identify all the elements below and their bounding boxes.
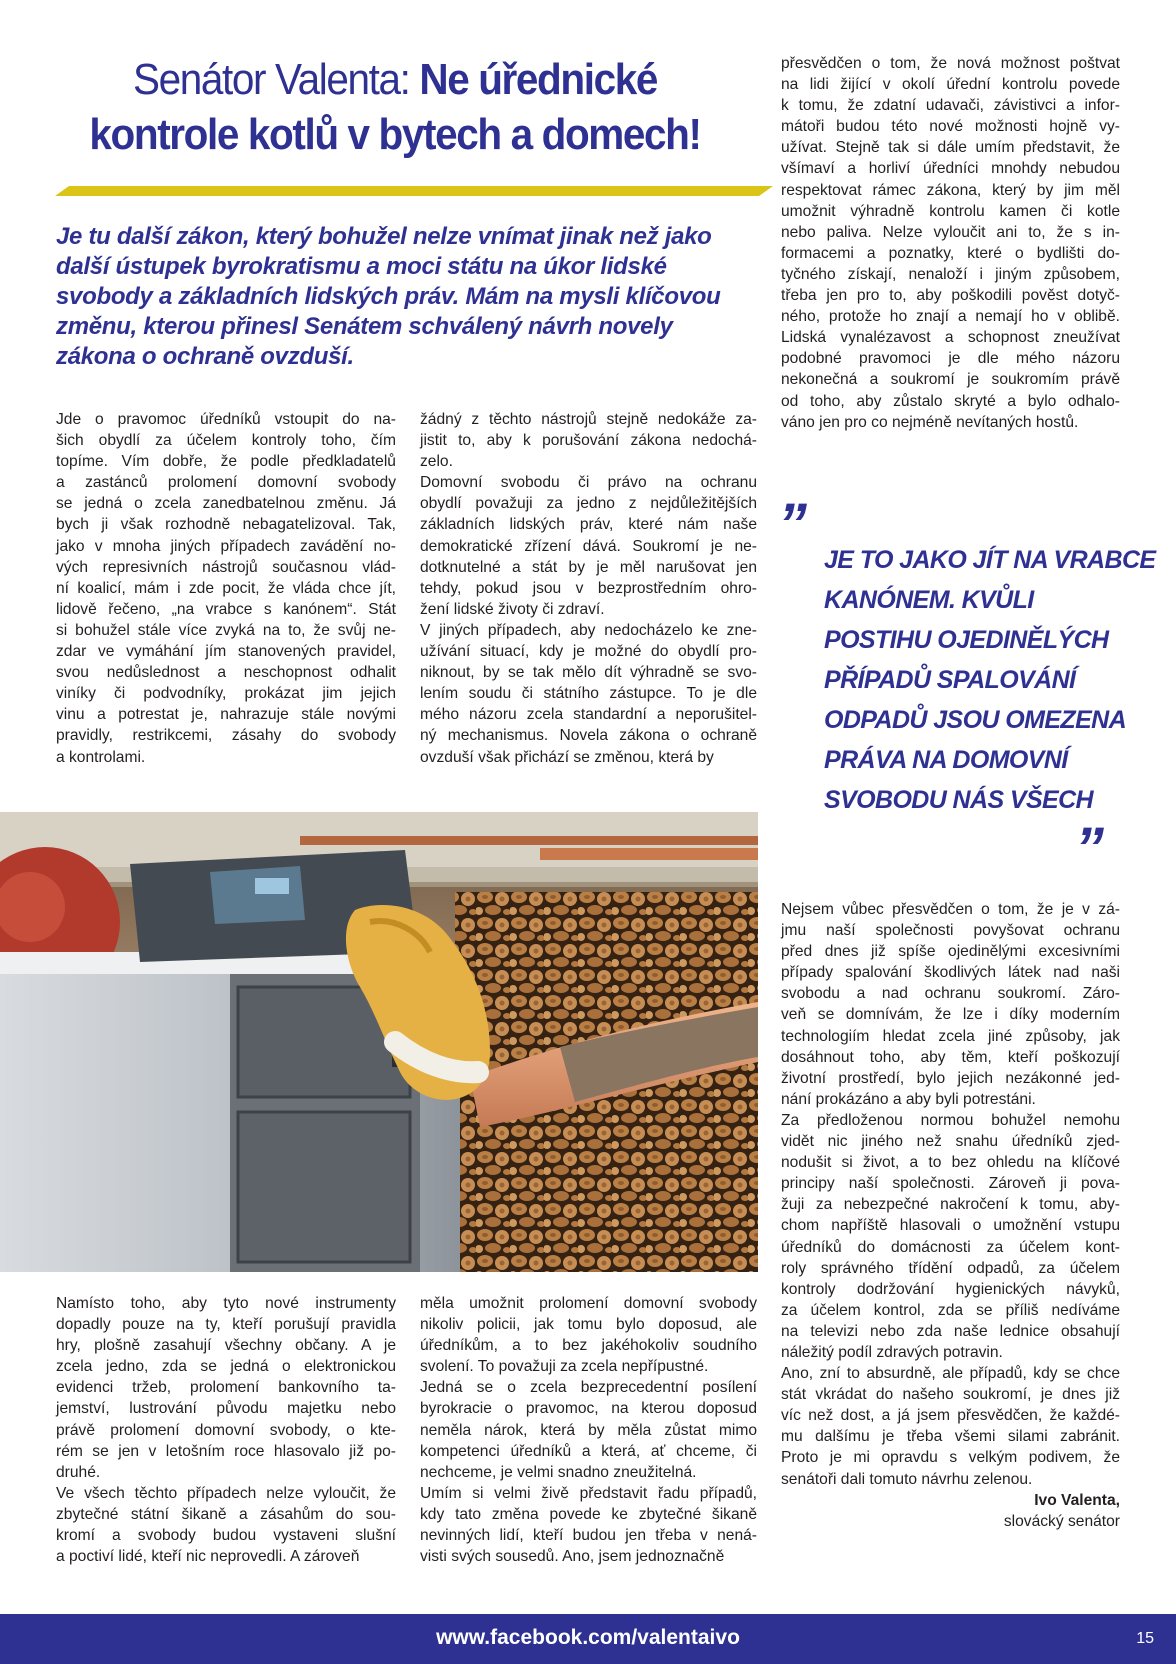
text-line: Jde o pravomoc úředníků vstoupit do na- [56, 411, 396, 428]
column-1-top [56, 409, 396, 768]
boiler-photo [0, 812, 758, 1272]
text-line: přesvědčen o tom, že nová možnost poštvat [781, 55, 1120, 72]
text-line: ného, protože ho znají a nemají ho v oblibě. [781, 308, 1120, 326]
text-line: principy naší společnosti. Zároveň ji pova- [781, 1175, 1120, 1193]
text-line: žuji za nebezpečné nakročení k tomu, aby- [781, 1196, 1120, 1214]
text-line: žení lidské životy či zdraví. [420, 600, 605, 618]
lead-paragraph: Je tu další zákon, který bohužel nelze vnímat jinak než jako další ústupek byrokratismu a moci státu na úkor lidské svobody a základních lidských práv. Mám na mysli klíčovou změnu, kterou přinesl Senátem schválený návrh novely zákona o ochraně ovzduší. [56, 223, 721, 370]
text-line: viníky či podvodníky, prokázat jim jejich [56, 685, 396, 703]
pull-quote-line: SVOBODU NÁS VŠECH [824, 786, 1094, 814]
signature-role: slovácký senátor [1003, 1512, 1120, 1530]
text-line: jistit to, aby k porušování zákona nedochá- [420, 432, 757, 450]
text-line: šich obydlí za účelem kontroly toho, čím [56, 432, 396, 450]
text-line: svou nedůslednost a neschopnost odhalit [56, 664, 396, 682]
text-line: hry, plošně zasahují všechny občany. A je [56, 1337, 396, 1355]
text-line: senátoři dali tomuto návrhu zelenou. [781, 1470, 1033, 1488]
text-line: základních lidských práv, které nám naše [420, 516, 757, 534]
text-line: zbytečné státní šikaně a zásahům do sou- [56, 1505, 396, 1523]
text-line: nevinných lidí, kteří budou jen třeba v nená- [420, 1527, 757, 1545]
text-line: Lidská vynalézavost a schopnost zneužívat [781, 329, 1120, 347]
text-line: Proto je mi opravdu s velkým podivem, že [781, 1449, 1120, 1467]
text-line: Ve všech těchto případech nelze vyloučit, že [56, 1484, 396, 1502]
text-line: na televizi nebo zda naše lednice obsahují [781, 1322, 1120, 1340]
text-line: technologiím hledat zcela jiné způsoby, jak [781, 1027, 1120, 1045]
text-line: za účelem kontrol, zda se příliš nedíváme [781, 1301, 1120, 1319]
pull-quote-line: PRÁVA NA DOMOVNÍ [824, 746, 1068, 774]
text-line: rém se jen v letošním roce hlasovalo již po- [56, 1442, 396, 1460]
column-1-bottom [56, 1293, 396, 1567]
text-line: V jiných případech, aby nedocházelo ke zne- [420, 621, 757, 639]
pull-quote-line: PŘÍPADŮ SPALOVÁNÍ [824, 666, 1076, 694]
text-line: Jedná se o zcela bezprecedentní posílení [420, 1379, 757, 1397]
text-line: a poctiví lidé, kteří nic neprovedli. A zároveň [56, 1548, 360, 1566]
text-line: chom napříště hlasovali o umožnění vstupu [781, 1217, 1120, 1235]
text-line: mátoři budou této nové možnosti hojně vy- [781, 118, 1120, 136]
pull-quote-line: POSTIHU OJEDINĚLÝCH [824, 626, 1109, 654]
text-line: si bohužel stále více zvyká na to, že svůj ne- [56, 621, 396, 639]
text-line: byrokracie o pravomoc, na kterou doposud [420, 1400, 757, 1418]
text-line: úředníků do domácnosti za účelem kont- [781, 1238, 1120, 1256]
text-line: kdy tato změna povede ke zbytečné šikaně [420, 1505, 757, 1523]
text-line: mu dalšímu je třeba všemi silami zabránit. [781, 1428, 1120, 1446]
text-line: umožnit výhradně kontrolu kamen či kotle [781, 202, 1120, 220]
text-line: nechceme, je velmi snadno zneužitelná. [420, 1463, 697, 1481]
text-line: kontroly dodržování hygienických návyků, [781, 1280, 1120, 1298]
column-2-top [420, 409, 757, 768]
text-line: demokratické zřízení dává. Soukromí je ne- [420, 537, 757, 555]
text-line: Umím si velmi živě představit řadu případů, [420, 1484, 757, 1502]
text-line: dopadly pouze na ty, kteří porušují pravidla [56, 1316, 396, 1334]
text-line: životní prostředí, bylo jejich nezákonné jed- [781, 1069, 1120, 1087]
text-line: formacemi a poznatky, které o bydlišti do- [781, 244, 1120, 262]
boiler-illustration [0, 812, 758, 1272]
text-line: měla umožnit prolomení domovní svobody [420, 1295, 757, 1312]
text-line: dosáhnout toho, aby těm, kteří poškozují [781, 1048, 1120, 1066]
quote-close-mark: ” [1075, 816, 1104, 881]
text-line: případy spalování škodlivých látek nad naši [781, 964, 1120, 982]
text-line: vých represivních nástrojů současnou vlád- [56, 558, 396, 576]
text-line: jemství, lustrování původu majetku nebo [56, 1400, 396, 1418]
text-line: evidenci tržeb, prolomení bankovního ta- [56, 1379, 396, 1397]
text-line: lením soudu či státního zástupce. To je dle [420, 685, 757, 703]
pull-quote-line: KANÓNEM. KVŮLI [824, 586, 1034, 614]
quote-open-mark: ” [778, 492, 807, 557]
text-line: na lidi žijící v okolí úřední kontrolu povede [781, 76, 1120, 94]
text-line: veň se domnívám, že lze i díky moderním [781, 1006, 1120, 1024]
text-line: zdar ve vymáhání jím stanovených pravidel, [56, 643, 396, 661]
text-line: Za předloženou normou bohužel nemohu [781, 1111, 1120, 1129]
text-line: svolení. To považuji za zcela nepřípustné. [420, 1358, 709, 1376]
text-line: kromí a svobody budou vystaveni slušní [56, 1527, 396, 1545]
text-line: Nejsem vůbec přesvědčen o tom, že je v zá- [781, 901, 1120, 918]
pull-quote-line: JE TO JAKO JÍT NA VRABCE [824, 546, 1156, 574]
text-line: zelo. [420, 453, 453, 471]
text-line: dotknutelné a stát by je měl narušovat jen [420, 558, 757, 576]
article-title [82, 52, 708, 162]
text-line: ovzduší však přichází se změnou, která by [420, 748, 714, 766]
text-line: roly správného třídění odpadů, za účelem [781, 1259, 1120, 1277]
text-line: respektovat rámec zákona, který by jim měl [781, 181, 1120, 199]
text-line: k tomu, že zdatní udavači, závistivci a infor- [781, 97, 1120, 115]
text-line: vinu a potrestat je, nahrazuje stále novými [56, 706, 396, 724]
title-prefix: Senátor Valenta: [132, 55, 420, 104]
text-line: topíme. Vím dobře, že podle předkladatelů [56, 453, 396, 471]
text-line: kompetenci úředníků a která, ať chceme, či [420, 1442, 757, 1460]
text-line: niknout, by se tak mělo dít výhradně se svo- [420, 664, 757, 682]
text-line: jako v mnoha jiných případech zavádění no- [56, 537, 396, 555]
text-line: ný mechanismus. Novela zákona o ochraně [420, 727, 757, 745]
text-line: ní koalicí, mám i zde pocit, že vláda chce jít, [56, 579, 396, 597]
text-line: od toho, aby zůstalo skryté a bylo odhalo- [781, 392, 1120, 410]
text-line: nodušit si život, a to bez ohledu na klíčové [781, 1154, 1120, 1172]
text-line: žádný z těchto nástrojů stejně nedokáže za- [420, 411, 757, 428]
text-line: Domovní svobodu či právo na ochranu [420, 474, 757, 492]
text-line: a kontrolami. [56, 748, 146, 766]
text-line: víc než dost, a já jsem přesvědčen, že každé- [781, 1407, 1120, 1425]
text-line: nání prokázáno a aby byli potrestáni. [781, 1090, 1036, 1108]
text-line: bych ji však rozhodně nebagatelizoval. Tak, [56, 516, 396, 534]
text-line: vidět nic jiného než snahu úředníků zjed- [781, 1133, 1120, 1151]
footer-bar [0, 1614, 1176, 1664]
pull-quote [824, 540, 1156, 820]
text-line: se jedná o zcela zanedbatelnou změnu. Já [56, 495, 396, 513]
text-line: pravidly, restrikcemi, zásahy do svobody [56, 727, 396, 745]
text-line: Namísto toho, aby tyto nové instrumenty [56, 1295, 396, 1312]
text-line: třeba jen pro to, aby poškodili pověst dotyč- [781, 287, 1120, 305]
title-underline [55, 186, 773, 196]
text-line: tehdy, pokud jsou v bezprostředním ohro- [420, 579, 757, 597]
page-number: 15 [1136, 1630, 1154, 1647]
text-line: podobné pravomoci je dle mého názoru [781, 350, 1120, 368]
column-3-top [781, 53, 1120, 433]
text-line: tyčného získají, nenaloží i jiným způsobem, [781, 265, 1120, 283]
text-line: druhé. [56, 1463, 101, 1481]
text-line: svobodu a nad ochranu soukromí. Záro- [781, 985, 1120, 1003]
text-line: právě prolomení domovní svobody, o kte- [56, 1421, 396, 1439]
signature-name: Ivo Valenta, [1034, 1491, 1120, 1509]
text-line: neměla nárok, která by měla zůstat mimo [420, 1421, 757, 1439]
text-line: visti svých sousedů. Ano, jsem jednoznačně [420, 1548, 725, 1566]
text-line: jmu naší společnosti povyšovat ochranu [781, 922, 1120, 940]
text-line: náležitý podíl zdravých potravin. [781, 1343, 1003, 1361]
title-main: Ne úřednické kontrole kotlů v bytech a domech! [89, 55, 701, 159]
text-line: užívání situací, kdy je možné do obydlí pro- [420, 643, 757, 661]
text-line: mého názoru zcela standardní a neporušitel- [420, 706, 757, 724]
text-line: lidově řečeno, „na vrabce s kanónem“. Stát [56, 600, 396, 618]
text-line: užívat. Stejně tak si dále umím představit, že [781, 139, 1120, 157]
text-line: a zastánců prolomení domovní svobody [56, 474, 396, 492]
text-line: Ano, zní to absurdně, ale případů, kdy se chce [781, 1365, 1120, 1383]
column-2-bottom [420, 1293, 757, 1567]
text-line: nekonečná a soukromí je soukromím právě [781, 371, 1120, 389]
text-line: stát vkrádat do našeho soukromí, je dnes již [781, 1386, 1120, 1404]
column-3-bottom [781, 899, 1120, 1532]
text-line: nikoliv policii, jak tomu bylo doposud, ale [420, 1316, 757, 1334]
facebook-link[interactable]: www.facebook.com/valentaivo [436, 1626, 740, 1649]
text-line: úředníkům, a to bez jakéhokoliv soudního [420, 1337, 757, 1355]
text-line: všímaví a horliví úředníci mnohdy nebudou [781, 160, 1120, 178]
pull-quote-line: ODPADŮ JSOU OMEZENA [824, 706, 1127, 734]
text-line: nebo paliva. Nelze vyloučit ani to, že s in- [781, 223, 1120, 241]
text-line: před dnes již spíše ojedinělými excesivními [781, 943, 1120, 961]
text-line: váno jen pro co nejméně nevítaných hostů. [781, 413, 1079, 431]
text-line: obydlí považuji za jedno z nejdůležitějších [420, 495, 757, 513]
text-line: zcela jedno, zda se jedná o elektronickou [56, 1358, 396, 1376]
